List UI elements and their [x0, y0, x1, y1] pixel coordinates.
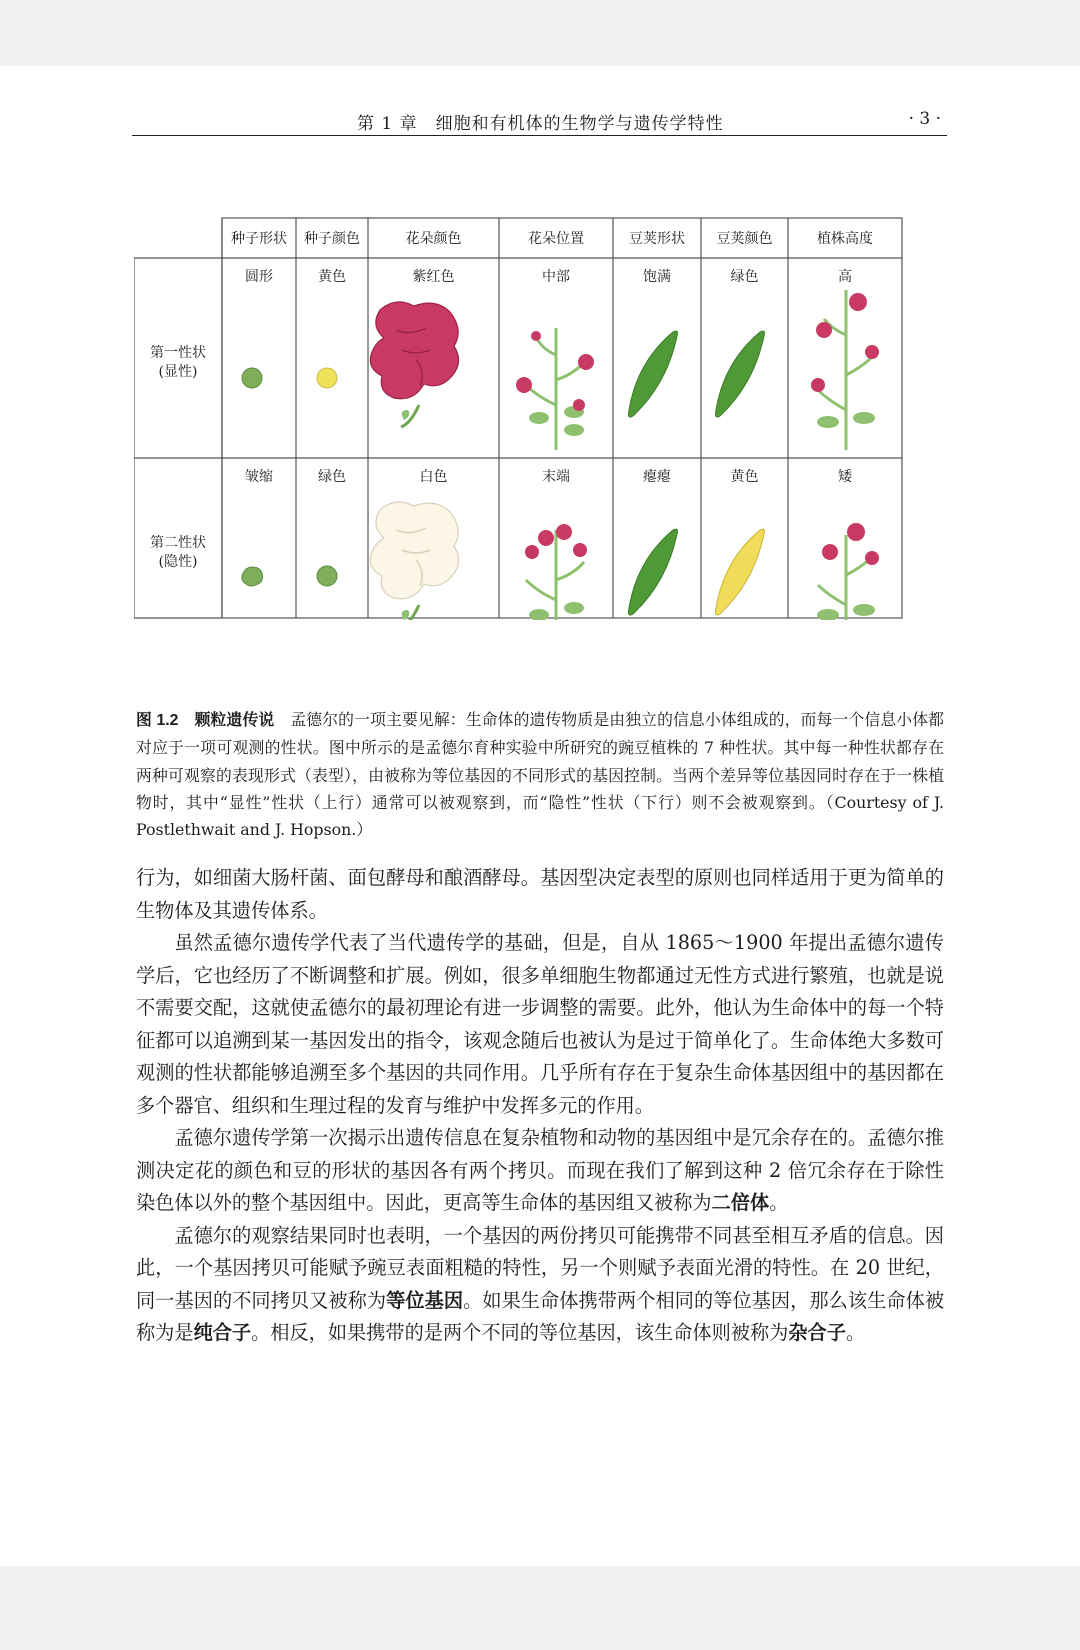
mendel-traits-figure: [134, 160, 942, 620]
figure-caption: [136, 706, 944, 843]
round-seed: [242, 368, 262, 388]
axial-flower-plant: [516, 328, 594, 450]
term-heterozygote: 杂合子: [788, 1321, 846, 1344]
term-diploid: 二倍体: [711, 1191, 770, 1214]
row1-flower-position: 中部: [542, 269, 570, 285]
p4-text-d: 。: [845, 1321, 866, 1344]
col-seed-color: 种子颜色: [304, 231, 360, 247]
p3-text-b: 。: [769, 1191, 789, 1214]
purple-flower: [370, 302, 458, 427]
col-seed-shape: 种子形状: [231, 231, 287, 247]
paragraph-2: 虽然孟德尔遗传学代表了当代遗传学的基础，但是，自从 1865～1900 年提出孟德尔遗传学后，它也经历了不断调整和扩展。例如，很多单细胞生物都通过无性方式进行繁殖，也就是说不需要交配，这就使孟德尔的最初理论有进一步调整的需要。此外，他认为生命体中的每一个特征都可以追溯到某一基因发出的指令，该观念随后也被认为是过于简单化了。生命体绝大多数可观测的性状都能够追溯至多个基因的共同作用。几乎所有存在于复杂生命体基因组中的基因都在多个器官、组织和生理过程的发育与维护中发挥多元的作用。: [136, 931, 944, 1117]
terminal-flower-plant: [525, 524, 587, 620]
row2-seed-shape: 皱缩: [245, 469, 273, 485]
term-homozygote: 纯合子: [193, 1321, 252, 1344]
inflated-pod: [629, 331, 678, 417]
paragraph-1: 行为，如细菌大肠杆菌、面包酵母和酿酒酵母。基因型决定表型的原则也同样适用于更为简单的生物体及其遗传体系。: [136, 866, 944, 922]
figure-number: 图 1.2: [136, 712, 179, 729]
row1-pod-shape: 饱满: [643, 269, 671, 285]
running-header: [132, 105, 947, 136]
yellow-seed: [317, 368, 337, 388]
p4-text-c: 。相反，如果携带的是两个不同的等位基因，该生命体则被称为: [251, 1321, 789, 1344]
col-pod-shape: 豆荚形状: [629, 231, 685, 247]
row2-label: [134, 534, 222, 572]
wrinkled-seed: [242, 567, 263, 586]
figure-title: 颗粒遗传说: [194, 710, 275, 729]
row2-label-type: (隐性): [158, 554, 198, 570]
green-pod: [716, 331, 765, 417]
page-number: · 3 ·: [908, 109, 941, 129]
paragraph-4: [136, 1220, 944, 1350]
dwarf-plant: [817, 523, 879, 620]
row2-seed-color: 绿色: [318, 469, 346, 485]
row1-plant-height: 高: [838, 269, 852, 285]
row2-label-name: 第二性状: [150, 535, 206, 551]
row2-pod-color: 黄色: [730, 469, 759, 485]
caption-text: 孟德尔的一项主要见解：生命体的遗传物质是由独立的信息小体组成的，而每一个信息小体都对应于一项可观测的性状。图中所示的是孟德尔育种实验中所研究的豌豆植株的 7 种性状。其中每一种性状都存在两种可观察的表现形式（表型），由被称为等位基因的不同形式的基因控制。当两个差异等位基因同时存在于一株植物时，其中“显性”性状（上行）通常可以被观察到，而“隐性”性状（下行）则不会被观察到。（Courtesy of J. Postlethwait and J. Hopson.）: [136, 710, 944, 840]
yellow-pod: [716, 529, 765, 615]
chapter-title: 第 1 章 细胞和有机体的生物学与遗传学特性: [357, 114, 724, 134]
paragraph-3: [136, 1122, 944, 1220]
row1-seed-color: 黄色: [318, 269, 346, 285]
col-plant-height: 植株高度: [817, 231, 873, 247]
body-text: [136, 862, 944, 1350]
col-flower-position: 花朵位置: [528, 231, 584, 247]
p3-text-a: 孟德尔遗传学第一次揭示出遗传信息在复杂植物和动物的基因组中是冗余存在的。孟德尔推测决定花的颜色和豆的形状的基因各有两个拷贝。而现在我们了解到这种 2 倍冗余存在于除性染色体以外的整个基因组中。因此，更高等生命体的基因组又被称为: [136, 1126, 944, 1214]
green-seed: [317, 566, 337, 586]
row2-flower-color: 白色: [419, 469, 448, 485]
p4-text-a: 孟德尔的观察结果同时也表明，一个基因的两份拷贝可能携带不同甚至相互矛盾的信息。因此，一个基因拷贝可能赋予豌豆表面粗糙的特性，另一个则赋予表面光滑的特性。在 20 世纪，同一基因的不同拷贝又被称为: [136, 1223, 944, 1312]
white-flower: [370, 502, 458, 620]
p4-text-b: 。如果生命体携带两个相同的等位基因，那么该生命体被称为是: [136, 1288, 945, 1344]
col-flower-color: 花朵颜色: [405, 231, 462, 247]
row1-flower-color: 紫红色: [412, 269, 455, 285]
row2-pod-shape: 瘪瘪: [643, 469, 671, 485]
row2-flower-position: 末端: [542, 469, 570, 485]
col-pod-color: 豆荚颜色: [716, 231, 773, 247]
constricted-pod: [629, 529, 678, 615]
row1-seed-shape: 圆形: [245, 269, 273, 285]
row1-label-name: 第一性状: [150, 345, 206, 361]
row2-plant-height: 矮: [838, 469, 852, 485]
row1-label: [134, 344, 222, 382]
term-allele: 等位基因: [386, 1288, 464, 1312]
tall-plant: [811, 290, 879, 450]
row1-label-type: (显性): [158, 364, 198, 380]
row1-pod-color: 绿色: [730, 269, 759, 285]
